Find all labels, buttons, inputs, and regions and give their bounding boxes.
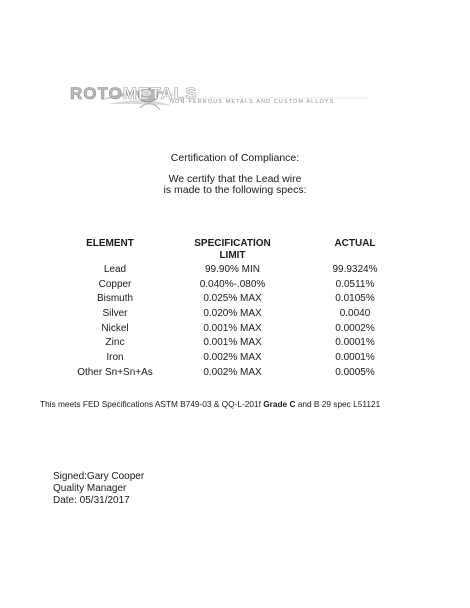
table-row — [60, 323, 420, 338]
table-row — [60, 293, 420, 308]
actual-cell: 99.9324% — [332, 264, 378, 275]
table-row — [60, 337, 420, 352]
actual-cell: 0.0001% — [335, 352, 375, 364]
actual-cell: 0.0002% — [335, 322, 375, 334]
table-row — [60, 308, 420, 323]
signed-by: Signed:Gary Cooper — [53, 471, 145, 482]
table-row — [60, 352, 420, 367]
element-cell: Bismuth — [96, 293, 134, 305]
certificate-title: Certification of Compliance: — [170, 152, 300, 164]
table-row — [60, 367, 420, 382]
spec-cell: 0.020% MAX — [203, 308, 262, 320]
spec-cell: 0.001% MAX — [203, 337, 262, 349]
element-cell: Lead — [103, 264, 127, 275]
element-cell: Nickel — [101, 322, 129, 334]
table-row — [60, 264, 420, 279]
fed-spec-text-2: and B 29 spec L51121 — [295, 399, 381, 409]
certify-line-1: We certify that the Lead wire — [168, 173, 302, 185]
header-actual: ACTUAL — [334, 238, 376, 249]
spec-cell: 0.002% MAX — [203, 366, 262, 378]
element-cell: Iron — [106, 352, 124, 364]
actual-cell: 0.0511% — [335, 278, 375, 290]
signer-role: Quality Manager — [53, 483, 127, 494]
spec-cell: 0.002% MAX — [203, 352, 262, 364]
spec-cell: 0.040%-.080% — [199, 278, 266, 290]
signature-date: Date: 05/31/2017 — [53, 495, 130, 506]
spec-cell: 99.90% MIN — [204, 264, 261, 275]
actual-cell: 0.0005% — [335, 366, 375, 378]
element-cell: Other Sn+Sn+As — [77, 366, 153, 378]
actual-cell: 0.0105% — [335, 293, 375, 305]
header-spec-line1: SPECIFICATION — [194, 238, 271, 249]
certify-line-2: is made to the following specs: — [163, 184, 307, 196]
fed-specification-statement — [40, 399, 380, 409]
logo-word-part1: ROTO — [70, 84, 123, 103]
header-element: ELEMENT — [86, 238, 134, 249]
spec-cell: 0.025% MAX — [203, 293, 262, 305]
fed-spec-text-1: This meets FED Specifications ASTM B749-03 & QQ-L-201f — [40, 399, 264, 409]
actual-cell: 0.0001% — [335, 337, 375, 349]
element-cell: Zinc — [105, 337, 125, 349]
header-spec-line2: LIMIT — [219, 250, 246, 261]
header-specification-limit — [180, 238, 285, 262]
spec-rows — [60, 264, 420, 382]
table-row — [60, 279, 420, 294]
element-cell: Silver — [102, 308, 128, 320]
logo-tagline: NON-FERROUS METALS AND CUSTOM ALLOYS — [170, 99, 335, 105]
spec-cell: 0.001% MAX — [203, 322, 262, 334]
logo-word-part2: METALS — [122, 84, 198, 103]
fed-spec-grade: Grade C — [263, 399, 296, 409]
actual-cell: 0.0040 — [339, 308, 371, 320]
element-cell: Copper — [98, 278, 132, 290]
